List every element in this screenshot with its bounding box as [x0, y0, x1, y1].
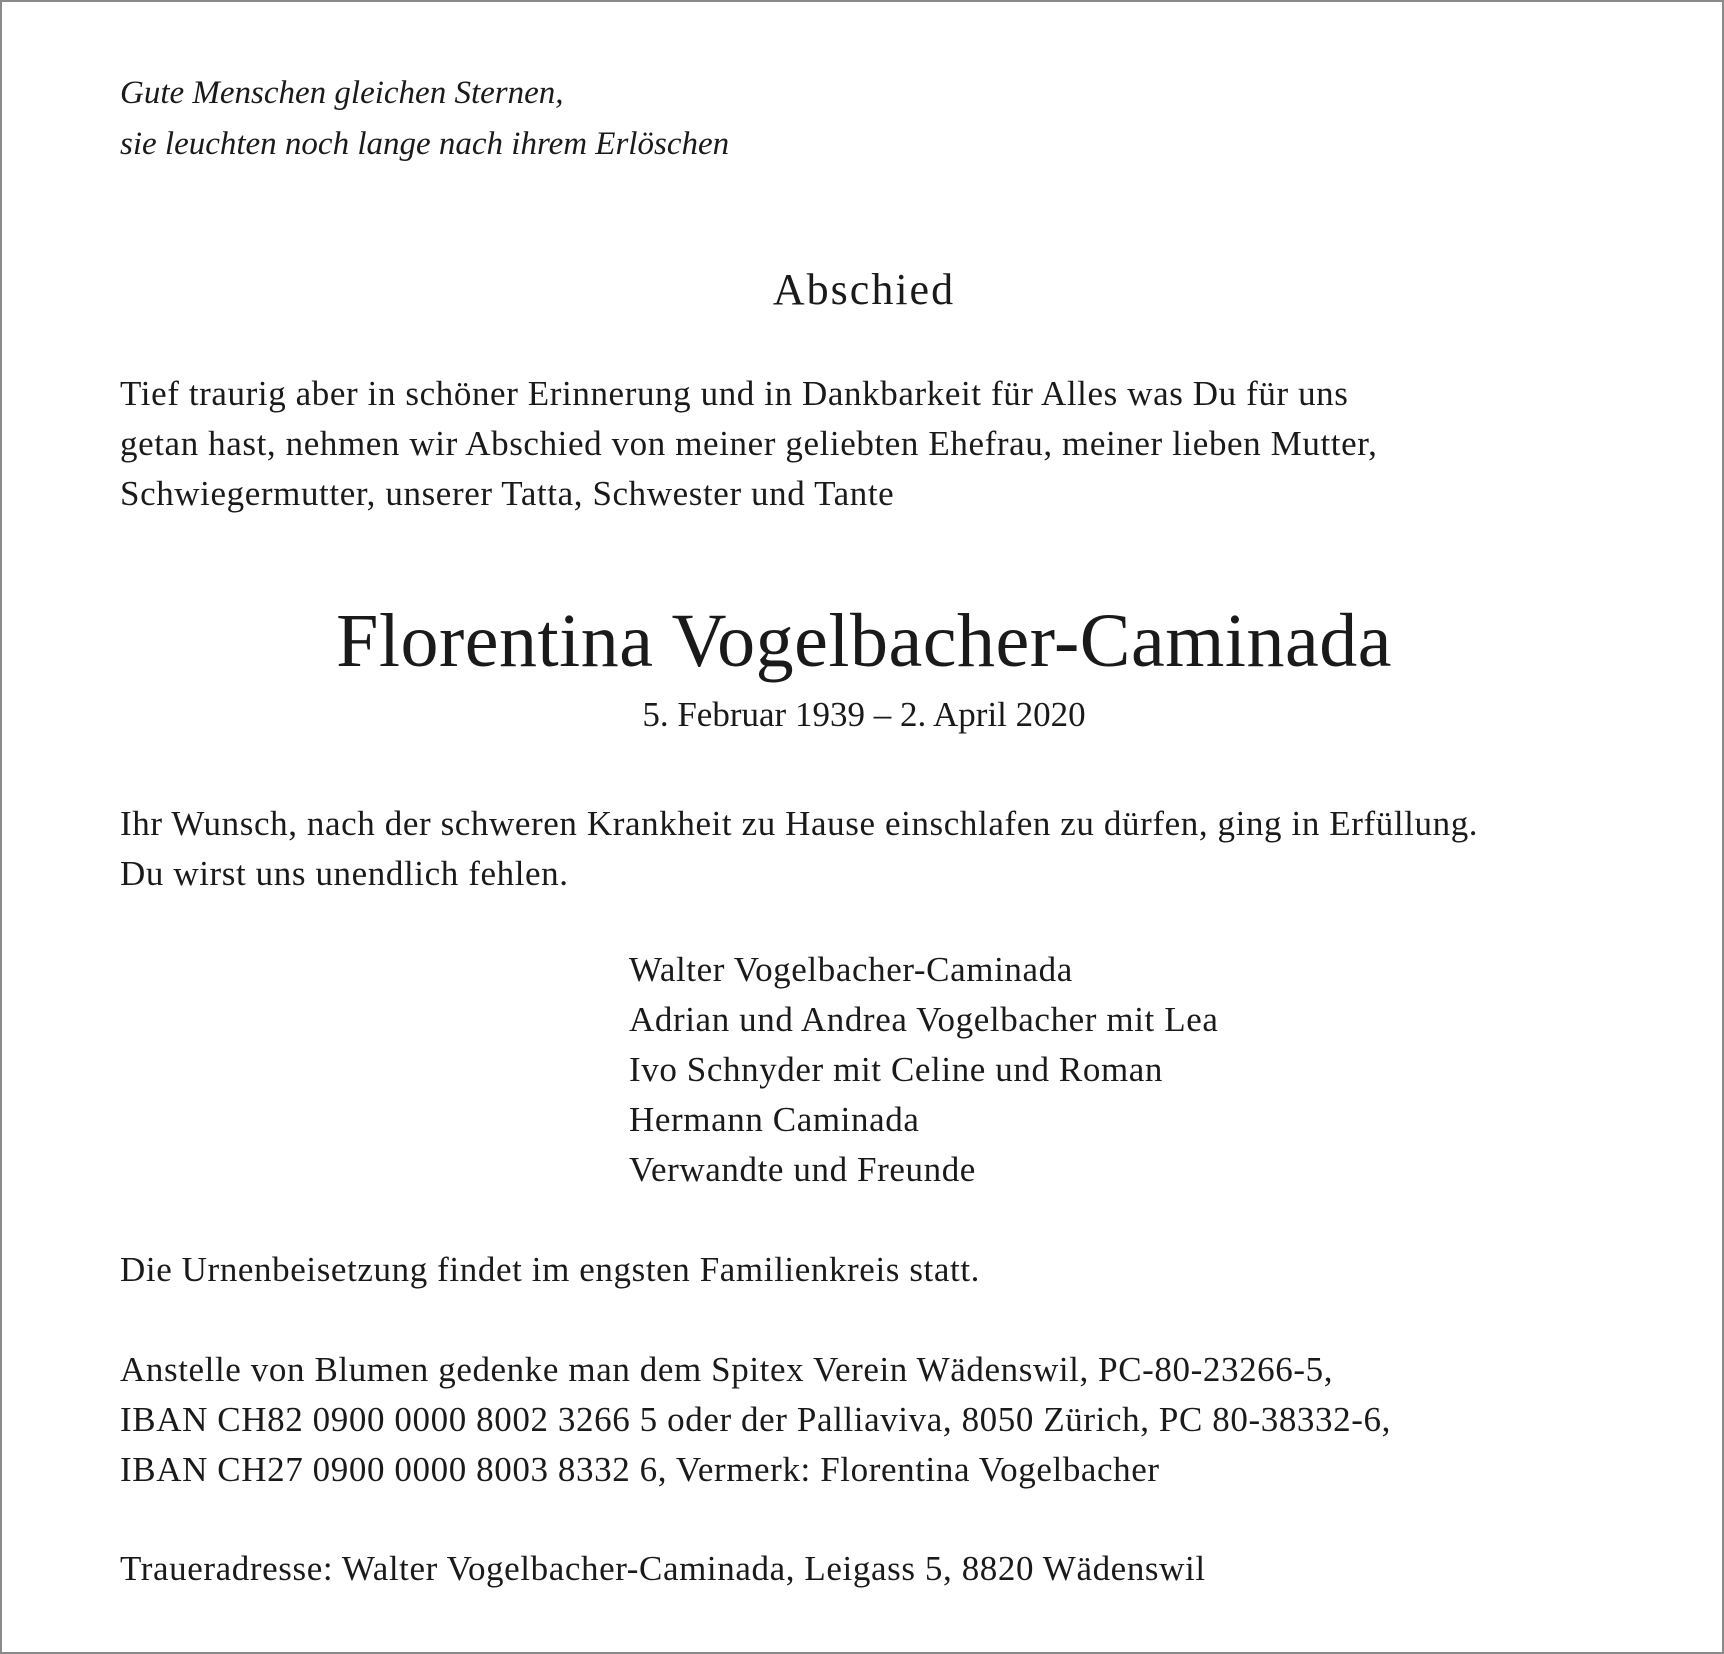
wish-line-2: Du wirst uns unendlich fehlen.: [120, 854, 569, 893]
donation-line-3: IBAN CH27 0900 0000 8003 8332 6, Vermerk: Florentina Vogelbacher: [120, 1450, 1160, 1489]
mourning-address: [120, 1544, 1206, 1594]
mourners-list: [629, 945, 1218, 1195]
intro-line-3: Schwiegermutter, unserer Tatta, Schwester und Tante: [120, 474, 895, 513]
donation-line-1: Anstelle von Blumen gedenke man dem Spitex Verein Wädenswil, PC-80-23266-5,: [120, 1350, 1334, 1389]
motto-quote: [120, 68, 729, 170]
burial-notice: [120, 1245, 980, 1295]
wish-line-1: Ihr Wunsch, nach der schweren Krankheit zu Hause einschlafen zu dürfen, ging in Erfüllung.: [120, 804, 1479, 843]
intro-line-1: Tief traurig aber in schöner Erinnerung und in Dankbarkeit für Alles was Du für uns: [120, 374, 1349, 413]
donation-line-2: IBAN CH82 0900 0000 8002 3266 5 oder der Palliaviva, 8050 Zürich, PC 80-38332-6,: [120, 1400, 1391, 1439]
wish-paragraph: [120, 799, 1478, 899]
address-line: Traueradresse: Walter Vogelbacher-Caminada, Leigass 5, 8820 Wädenswil: [120, 1549, 1206, 1588]
donation-notice: [120, 1345, 1391, 1495]
burial-line: Die Urnenbeisetzung findet im engsten Familienkreis statt.: [120, 1250, 981, 1289]
motto-line-1: Gute Menschen gleichen Sternen,: [120, 75, 564, 111]
mourner-item: Ivo Schnyder mit Celine und Roman: [629, 1050, 1164, 1089]
mourner-item: Hermann Caminada: [629, 1100, 920, 1139]
obituary-heading: Abschied: [772, 265, 956, 314]
mourner-item: Verwandte und Freunde: [629, 1150, 976, 1189]
mourner-item: Adrian und Andrea Vogelbacher mit Lea: [629, 1000, 1219, 1039]
life-dates: 5. Februar 1939 – 2. April 2020: [642, 695, 1086, 734]
motto-line-2: sie leuchten noch lange nach ihrem Erlöschen: [120, 126, 730, 162]
deceased-name: Florentina Vogelbacher-Caminada: [336, 599, 1392, 683]
mourner-item: Walter Vogelbacher-Caminada: [629, 950, 1073, 989]
intro-paragraph: [120, 369, 1377, 519]
intro-line-2: getan hast, nehmen wir Abschied von meiner geliebten Ehefrau, meiner lieben Mutter,: [120, 424, 1378, 463]
